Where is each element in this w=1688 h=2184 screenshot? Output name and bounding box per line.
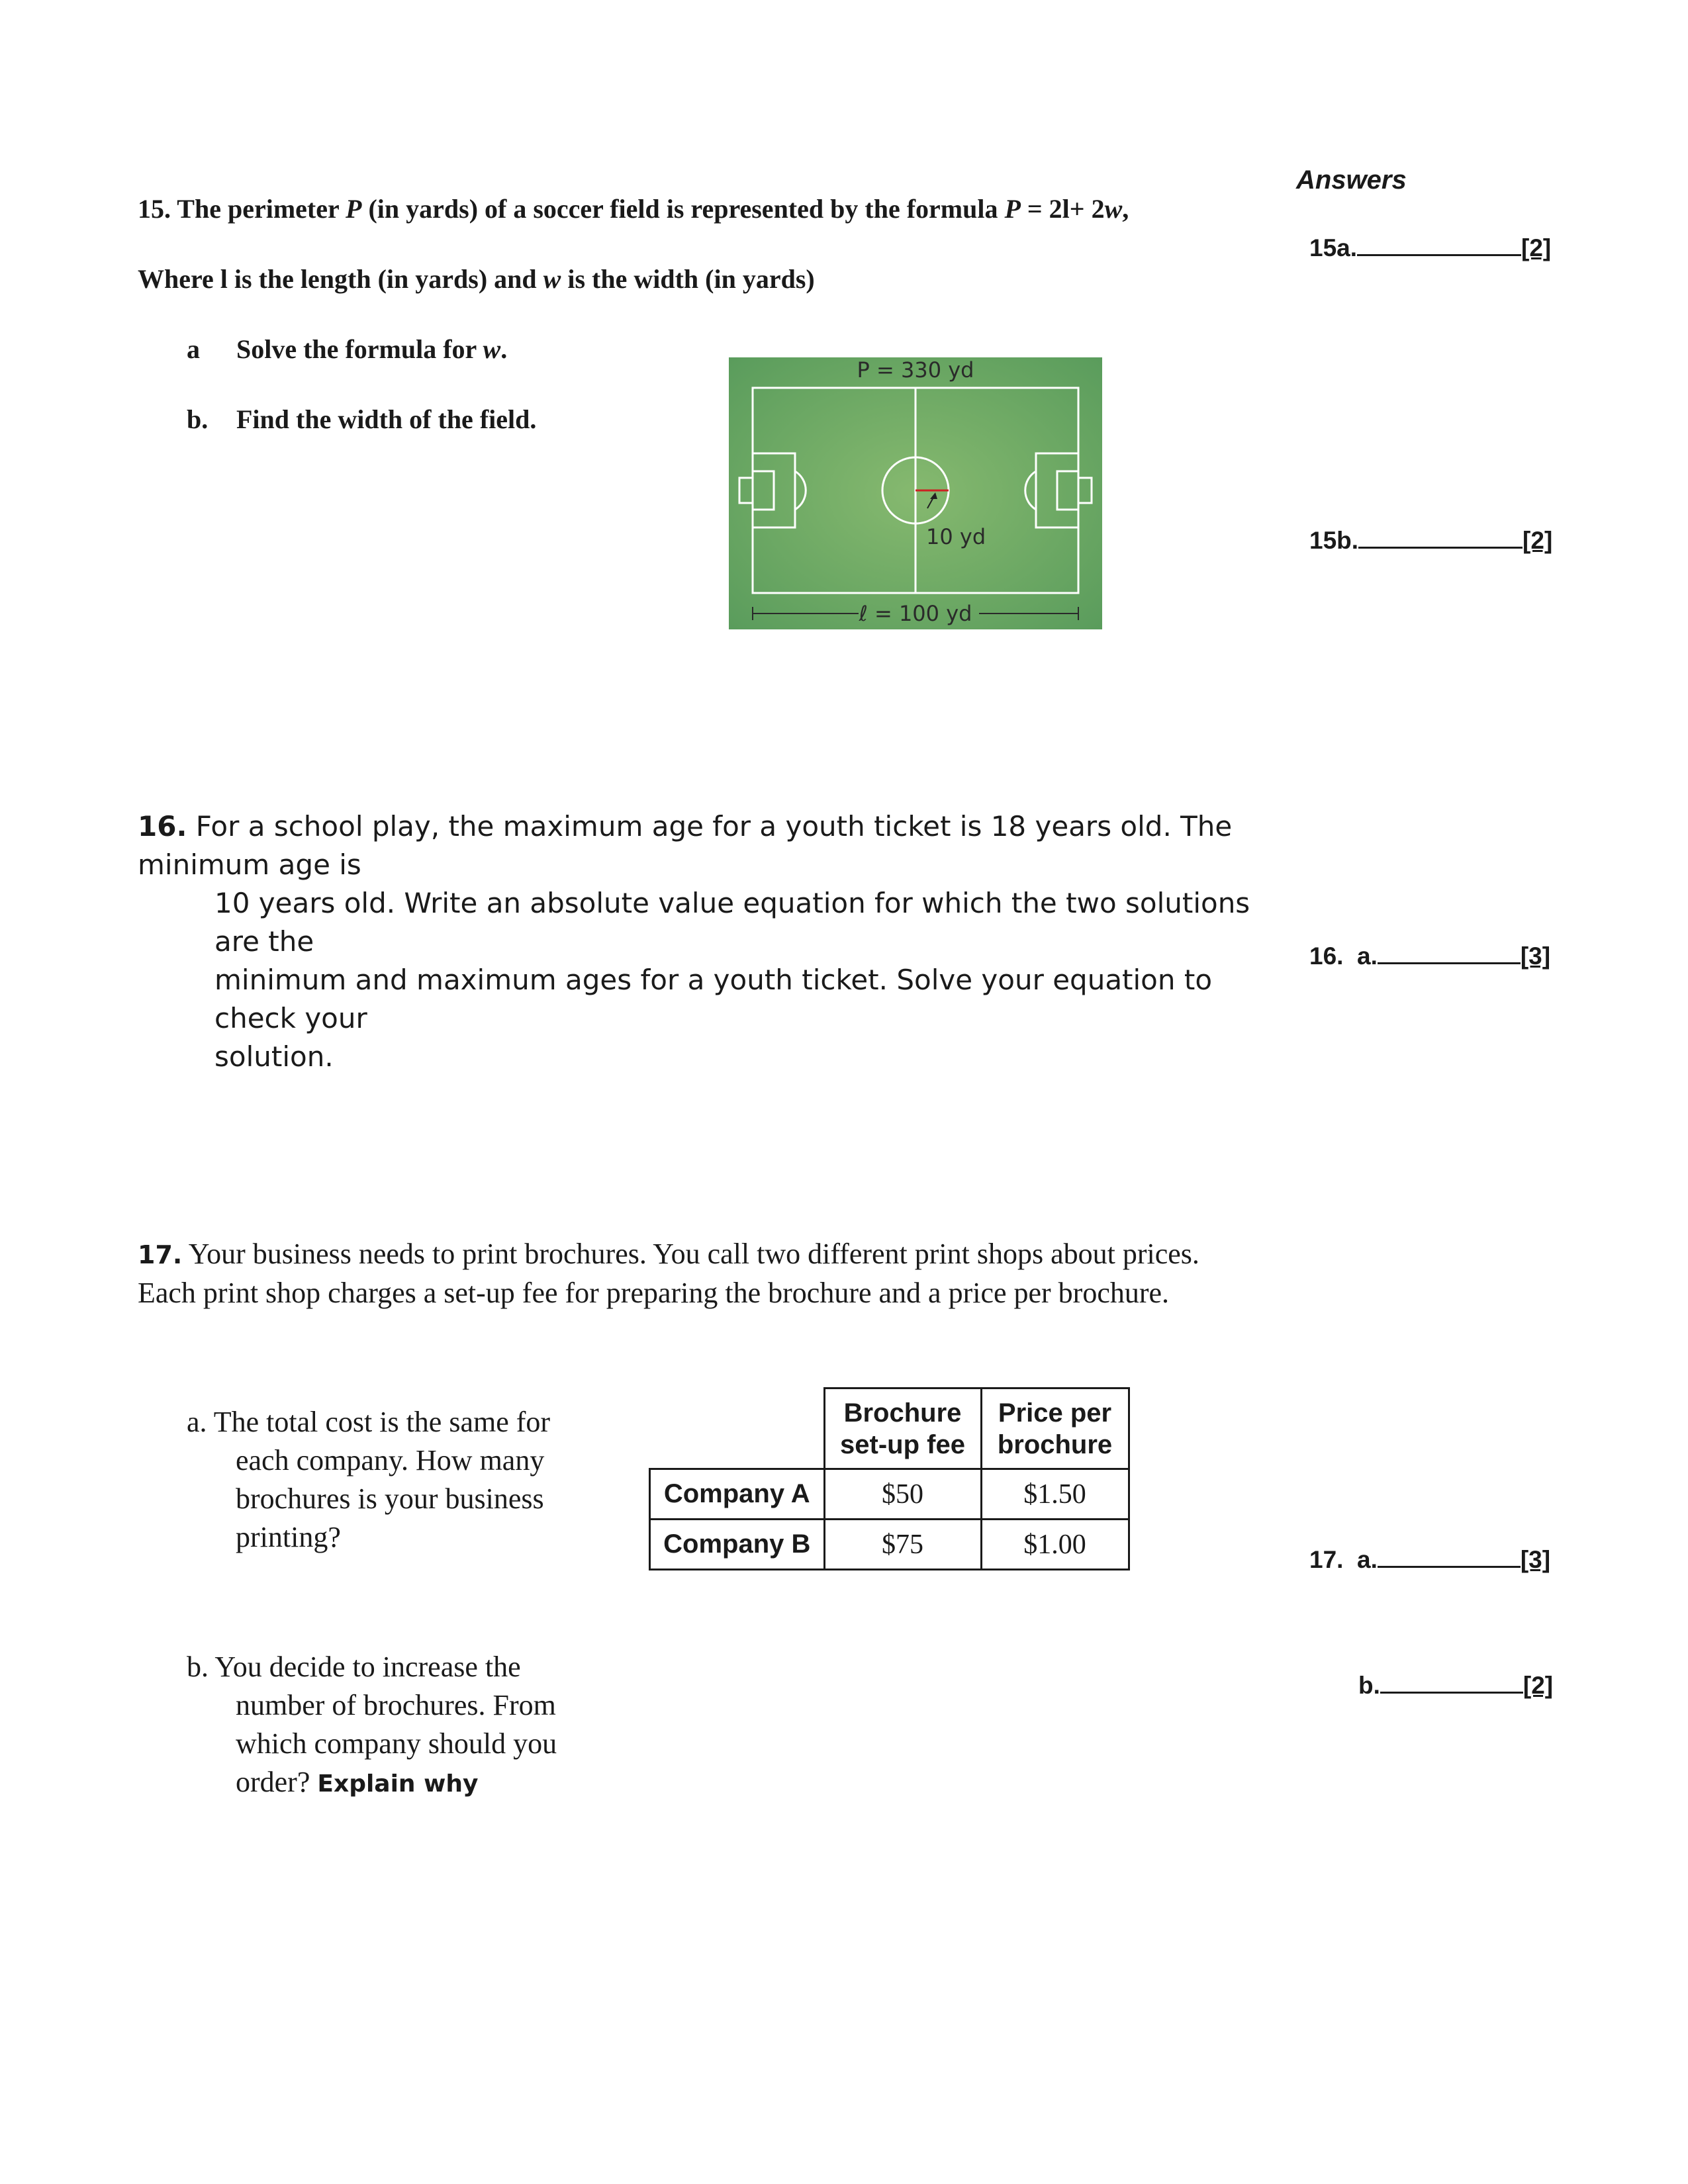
length-label: ℓ = 100 yd [859,601,972,626]
answer-17b-blank[interactable] [1380,1691,1523,1694]
q17-line1: 17. Your business needs to print brochures. You call two different print shops about prices. [138,1238,1199,1270]
answer-15b-points: [2] [1523,527,1553,554]
q15a-letter: a [187,334,200,364]
radius-label: 10 yd [926,524,986,549]
q16-line4: solution. [214,1040,334,1073]
answer-15a [1309,234,1551,262]
q16-stem [138,807,1296,1076]
header-setup-fee: Brochure set-up fee [824,1388,981,1469]
answer-16a-points: [3] [1520,942,1551,970]
answer-15a-points: [2] [1521,234,1552,261]
answers-header: Answers [1296,165,1407,195]
answer-15a-blank[interactable] [1357,253,1521,256]
answer-16a-label: 16. a. [1309,942,1378,970]
q15-number: 15. [138,194,171,224]
answer-15b [1309,527,1552,555]
q16-number: 16. [138,810,187,842]
table-row [650,1469,1129,1520]
answer-17a-points: [3] [1520,1546,1551,1573]
answer-17a-label: 17. a. [1309,1546,1378,1573]
perimeter-label: P = 330 yd [857,357,974,383]
q15b-letter: b. [187,404,209,434]
row-company-a: Company A [650,1469,825,1520]
q17a-prompt: a. The total cost is the same for each company. How many brochures is your business printing? [187,1406,551,1553]
table-row [650,1520,1129,1570]
answer-16a-blank[interactable] [1378,962,1521,964]
q16-line2: 10 years old. Write an absolute value equation for which the two solutions are the [214,887,1250,958]
answer-16a [1309,942,1550,970]
cell-setup-b: $75 [824,1520,981,1570]
answer-15a-label: 15a. [1309,234,1358,261]
cell-price-a: $1.50 [981,1469,1129,1520]
q15b-prompt: Find the width of the field. [236,404,537,434]
answer-15b-blank[interactable] [1358,546,1523,549]
q16-line1: 16. For a school play, the maximum age for a youth ticket is 18 years old. The minimum age is [138,810,1233,881]
q17-number: 17. [138,1240,183,1269]
q17b-prompt: b. You decide to increase the number of brochures. From which company should you order? Explain why [187,1651,557,1798]
q17-line2: Each print shop charges a set-up fee for preparing the brochure and a price per brochure. [138,1277,1170,1309]
cell-price-b: $1.00 [981,1520,1129,1570]
table-header-row [650,1388,1129,1469]
cell-setup-a: $50 [824,1469,981,1520]
answer-17b [1358,1672,1553,1700]
pricing-table [649,1387,1130,1570]
answer-17a-blank[interactable] [1378,1565,1521,1568]
q15-stem-line2: Where l is the length (in yards) and w is the width (in yards) [138,264,815,294]
row-company-b: Company B [650,1520,825,1570]
explain-why: Explain why [317,1770,479,1797]
header-price-per-brochure: Price per brochure [981,1388,1129,1469]
q15a-prompt: Solve the formula for w. [236,334,508,364]
q15-stem-line1: 15. The perimeter P (in yards) of a soccer field is represented by the formula P = 2l+ 2w, [138,194,1129,224]
answer-15b-label: 15b. [1309,527,1359,554]
answer-17b-points: [2] [1523,1672,1554,1699]
q16-line3: minimum and maximum ages for a youth ticket. Solve your equation to check your [214,964,1213,1034]
q17-stem [138,1235,1329,1312]
answer-17b-label: b. [1358,1672,1380,1699]
answer-17a [1309,1546,1550,1574]
soccer-field-figure [729,357,1102,629]
